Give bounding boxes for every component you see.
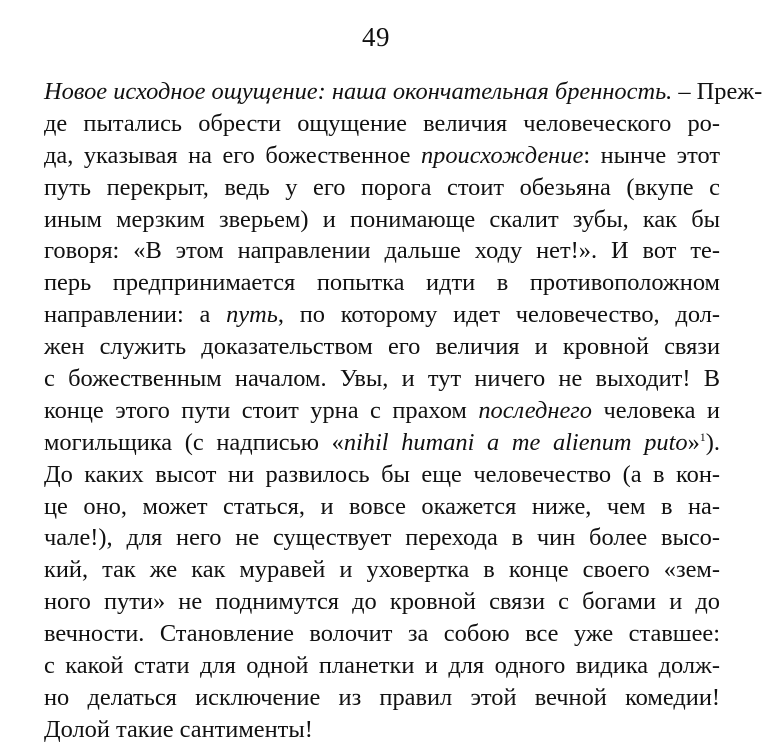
text-segment: це оно, может статься, и вовсе окажется ниже, чем в на-	[44, 492, 720, 520]
text-segment: До каких высот ни развилось бы еще человечество (а в кон-	[44, 460, 720, 488]
text-line	[44, 363, 720, 395]
text-segment: да, указывая на его божественное	[44, 141, 421, 169]
text-line	[44, 459, 720, 491]
text-line	[44, 427, 720, 459]
text-segment: ).	[705, 428, 720, 456]
text-segment: могильщика (с надписью «	[44, 428, 344, 456]
text-segment: , по которому идет человечество, дол-	[277, 301, 720, 329]
text-line	[44, 618, 720, 650]
text-segment: чале!), для него не существует перехода в чин более высо-	[44, 524, 720, 552]
text-line	[44, 267, 720, 299]
text-line	[44, 172, 720, 204]
italic-text: последнего	[478, 396, 592, 424]
text-segment: иным мерзким зверьем) и понимающе скалит зубы, как бы	[44, 205, 720, 233]
text-segment: говоря: «В этом направлении дальше ходу нет!». И вот те-	[44, 237, 720, 265]
text-segment: путь перекрыт, ведь у его порога стоит обезьяна (вкупе с	[44, 173, 720, 201]
text-line	[44, 682, 720, 714]
text-line	[44, 554, 720, 586]
text-line	[44, 650, 720, 682]
text-line	[44, 299, 720, 331]
text-line	[44, 108, 720, 140]
text-segment: с божественным началом. Увы, и тут ничего не выходит! В	[44, 365, 720, 393]
italic-text: nihil humani a me alienum puto	[343, 428, 688, 456]
text-segment: : нынче этот	[583, 141, 720, 169]
text-segment: конце этого пути стоит урна с прахом	[44, 396, 479, 424]
body-paragraph	[44, 76, 762, 746]
text-line	[44, 235, 720, 267]
text-line	[44, 395, 720, 427]
text-segment: ного пути» не поднимутся до кровной связи с богами и до	[44, 588, 720, 616]
text-segment: направлении: а	[44, 301, 227, 329]
text-line	[44, 76, 762, 108]
text-line	[44, 140, 720, 172]
italic-text: Новое исходное ощущение: наша окончательная бренность.	[44, 78, 673, 105]
text-segment: – Преж-	[672, 78, 762, 105]
text-segment: »	[687, 428, 700, 456]
text-segment: жен служить доказательством его величия и кровной связи	[44, 333, 720, 361]
text-segment: человека и	[592, 396, 720, 424]
text-line	[44, 586, 720, 618]
text-segment: перь предпринимается попытка идти в противоположном	[44, 269, 720, 297]
footnote-marker[interactable]: 1	[699, 429, 706, 444]
text-line	[44, 491, 720, 523]
italic-text: происхождение	[420, 141, 584, 169]
text-segment: Долой такие сантименты!	[44, 715, 313, 743]
text-segment: с какой стати для одной планетки и для одного видика долж-	[44, 652, 720, 680]
page-number: 49	[362, 22, 390, 52]
text-segment: вечности. Становление волочит за собою все уже ставшее:	[44, 620, 720, 648]
text-line	[44, 522, 720, 554]
text-line	[44, 714, 720, 746]
text-segment: де пытались обрести ощущение величия человеческого ро-	[44, 109, 720, 137]
text-line	[44, 204, 720, 236]
text-segment: кий, так же как муравей и уховертка в конце своего «зем-	[44, 556, 720, 584]
text-line	[44, 331, 720, 363]
italic-text: путь	[226, 301, 278, 329]
text-segment: но делаться исключение из правил этой вечной комедии!	[44, 683, 720, 711]
